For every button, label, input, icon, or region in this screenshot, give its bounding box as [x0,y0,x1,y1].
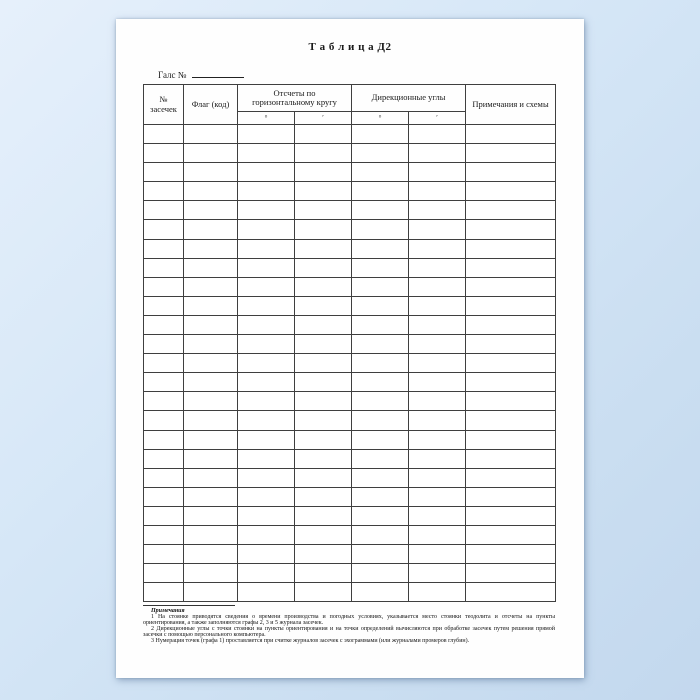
table-cell [184,296,238,315]
notes-divider [143,605,235,606]
table-cell [352,468,409,487]
table-cell [295,220,352,239]
table-row [144,545,556,564]
table-cell [409,545,466,564]
gals-line [158,69,244,80]
table-cell [295,583,352,602]
table-cell [238,315,295,334]
table-cell [238,564,295,583]
table-cell [184,258,238,277]
table-row [144,296,556,315]
table-cell [409,564,466,583]
table-row [144,506,556,525]
table-cell [466,545,556,564]
table-row [144,354,556,373]
table-cell [144,392,184,411]
table-cell [295,468,352,487]
table-cell [144,315,184,334]
table-cell [144,468,184,487]
table-cell [466,296,556,315]
table-cell [352,144,409,163]
table-cell [144,220,184,239]
subheader-degrees: ° [238,112,295,125]
table-cell [144,125,184,144]
table-cell [295,335,352,354]
table-row [144,315,556,334]
table-cell [144,411,184,430]
table-cell [184,430,238,449]
table-row [144,335,556,354]
table-cell [295,315,352,334]
table-cell [184,411,238,430]
table-cell [466,277,556,296]
table-cell [144,296,184,315]
table-cell [352,201,409,220]
col-header-primechaniya-shemy: Примечания и схемы [466,85,556,125]
table-cell [238,373,295,392]
col-header-direkcionnye-ugly: Дирекционные углы [352,85,466,112]
table-cell [352,449,409,468]
table-cell [184,525,238,544]
table-body [144,125,556,602]
table-cell [409,487,466,506]
table-cell [184,449,238,468]
table-cell [409,449,466,468]
table-cell [184,468,238,487]
table-cell [409,430,466,449]
table-cell [352,430,409,449]
table-cell [466,525,556,544]
table-cell [295,125,352,144]
table-cell [295,525,352,544]
table-cell [295,258,352,277]
table-cell [184,373,238,392]
table-cell [238,296,295,315]
table-cell [238,144,295,163]
table-cell [238,335,295,354]
table-row [144,201,556,220]
table-cell [144,564,184,583]
table-cell [295,373,352,392]
table-cell [144,201,184,220]
table-cell [466,239,556,258]
table-cell [352,258,409,277]
table-cell [352,487,409,506]
table-cell [352,239,409,258]
table-row [144,430,556,449]
table-cell [144,525,184,544]
subheader-minutes: ′ [409,112,466,125]
table-cell [466,315,556,334]
table-cell [144,430,184,449]
table-cell [466,258,556,277]
table-cell [466,220,556,239]
table-cell [295,564,352,583]
table-cell [238,125,295,144]
table-cell [238,583,295,602]
table-cell [409,125,466,144]
table-cell [352,392,409,411]
table-cell [238,487,295,506]
subheader-minutes: ′ [295,112,352,125]
table-cell [295,296,352,315]
table-cell [295,487,352,506]
table-row [144,411,556,430]
table-cell [409,335,466,354]
table-cell [238,182,295,201]
table-cell [295,277,352,296]
table-cell [409,468,466,487]
table-row [144,182,556,201]
table-cell [409,506,466,525]
table-row [144,220,556,239]
table-cell [295,354,352,373]
table-cell [184,239,238,258]
document-page [116,19,584,678]
note-item-3: 3 Нумерация точек (графа 1) проставляется при считке журналов засечек с эхограммами (или журналами промеров глубин). [151,637,470,644]
table-cell [409,220,466,239]
table-cell [238,277,295,296]
table-cell [184,182,238,201]
table-cell [184,354,238,373]
table-cell [409,525,466,544]
table-cell [295,449,352,468]
table-cell [409,144,466,163]
table-row [144,144,556,163]
table-cell [238,258,295,277]
table-row [144,258,556,277]
note-item-1: 1 На стоянке приводятся сведения о времени производства и погодных условиях, указывается место стоянки теодолита и отсчеты на пункты ориентирования, а также заполняются графы 2, 3 и 5 журнала засечек. [143,613,555,626]
table-cell [184,144,238,163]
table-cell [184,220,238,239]
table-cell [295,163,352,182]
col-header-no-zasechek: № засечек [144,85,184,125]
gals-label: Галс № [158,70,187,80]
table-row [144,468,556,487]
table-cell [409,354,466,373]
table-cell [466,125,556,144]
table-cell [466,564,556,583]
table-cell [144,354,184,373]
table-cell [409,258,466,277]
table-cell [238,392,295,411]
table-cell [295,545,352,564]
zasechki-table [143,84,556,602]
table-cell [352,506,409,525]
table-cell [184,564,238,583]
table-cell [238,411,295,430]
table-cell [144,583,184,602]
table-cell [238,525,295,544]
table-cell [352,373,409,392]
notes-section [143,605,555,644]
table-cell [352,277,409,296]
table-cell [184,125,238,144]
table-row [144,163,556,182]
table-cell [466,506,556,525]
table-cell [144,335,184,354]
table-cell [238,220,295,239]
table-cell [184,392,238,411]
table-cell [295,201,352,220]
table-cell [466,144,556,163]
table-cell [184,315,238,334]
table-cell [409,411,466,430]
table-cell [352,296,409,315]
table-cell [144,545,184,564]
table-cell [238,449,295,468]
table-row [144,449,556,468]
table-cell [144,163,184,182]
table-cell [466,182,556,201]
table-row [144,125,556,144]
table-cell [144,487,184,506]
table-cell [184,487,238,506]
table-cell [238,468,295,487]
table-cell [352,545,409,564]
table-cell [352,315,409,334]
table-cell [144,449,184,468]
table-cell [466,163,556,182]
table-cell [184,163,238,182]
table-cell [144,277,184,296]
header-row-main [144,85,556,112]
table-cell [295,182,352,201]
table-row [144,564,556,583]
table-cell [409,239,466,258]
table-cell [295,411,352,430]
table-cell [144,373,184,392]
table-row [144,583,556,602]
table-cell [466,449,556,468]
table-cell [238,201,295,220]
table-cell [184,545,238,564]
table-row [144,392,556,411]
table-cell [409,182,466,201]
subheader-degrees: ° [352,112,409,125]
gals-blank-field [192,69,244,78]
table-cell [184,277,238,296]
table-cell [295,392,352,411]
table-cell [409,315,466,334]
table-cell [466,373,556,392]
table-cell [144,144,184,163]
table-cell [466,354,556,373]
table-cell [466,392,556,411]
table-cell [466,201,556,220]
table-cell [352,564,409,583]
table-cell [352,525,409,544]
col-header-flag-kod: Флаг (код) [184,85,238,125]
table-cell [409,373,466,392]
table-cell [352,125,409,144]
table-cell [295,430,352,449]
table-cell [238,430,295,449]
table-cell [466,430,556,449]
table-cell [352,182,409,201]
table-cell [184,201,238,220]
table-cell [352,163,409,182]
table-row [144,373,556,392]
col-header-otschety-gruppa: Отсчеты по горизонтальному кругу [238,85,352,112]
table-cell [184,583,238,602]
table-cell [184,335,238,354]
table-cell [352,354,409,373]
table-cell [184,506,238,525]
table-cell [144,182,184,201]
table-cell [352,583,409,602]
table-cell [238,239,295,258]
table-cell [352,220,409,239]
table-cell [466,411,556,430]
table-cell [238,354,295,373]
table-cell [409,277,466,296]
table-cell [238,163,295,182]
table-row [144,487,556,506]
table-cell [352,335,409,354]
notes-heading: Примечания [151,608,185,614]
table-cell [466,335,556,354]
table-cell [409,296,466,315]
table-cell [144,258,184,277]
table-cell [238,506,295,525]
table-cell [295,239,352,258]
table-cell [238,545,295,564]
table-cell [295,506,352,525]
table-cell [295,144,352,163]
table-cell [144,239,184,258]
page-title: Т а б л и ц а Д2 [308,41,392,53]
table-cell [409,163,466,182]
table-cell [352,411,409,430]
table-cell [409,201,466,220]
table-row [144,277,556,296]
table-cell [409,583,466,602]
note-item-2: 2 Дирекционные углы с точки стоянки на пункты ориентирования и на точки определений вычисляются при обработке засечек путем решения прямой засечки с помощью персонального компьютера. [143,625,555,638]
table-header [144,85,556,125]
table-cell [466,583,556,602]
table-row [144,525,556,544]
table-cell [466,468,556,487]
table-cell [466,487,556,506]
table-cell [144,506,184,525]
table-row [144,239,556,258]
table-cell [409,392,466,411]
